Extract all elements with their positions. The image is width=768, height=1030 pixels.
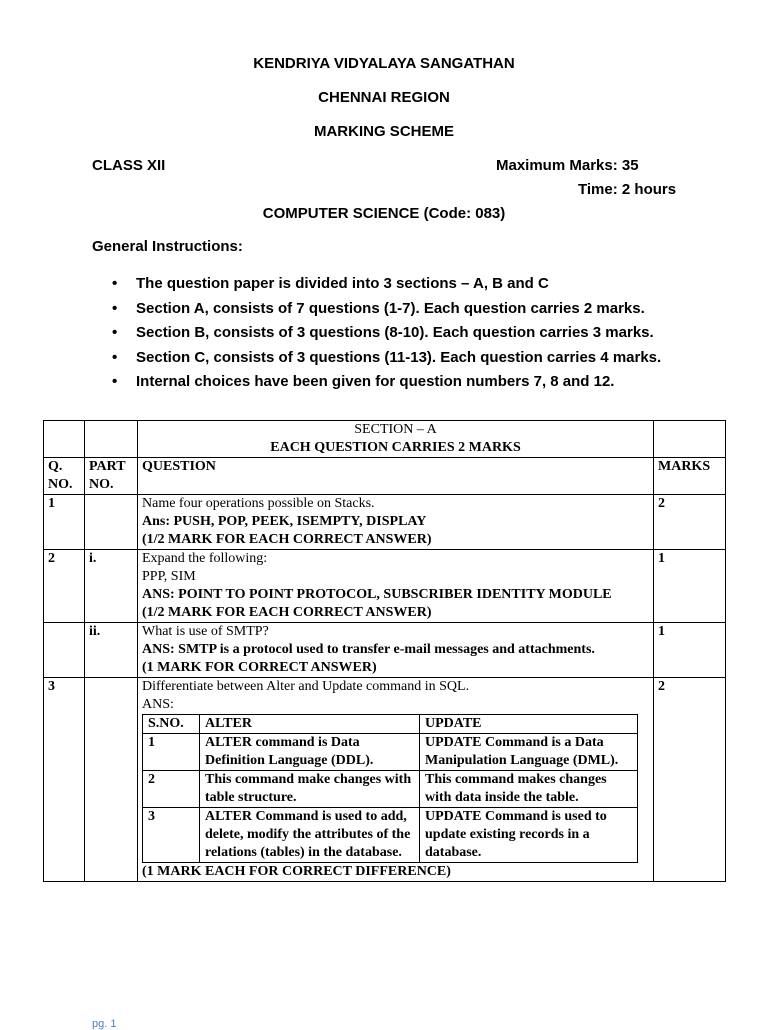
page-number: pg. 1: [92, 1018, 117, 1030]
update-cell: This command makes changes with data inside the table.: [420, 771, 638, 808]
column-header-row: [44, 458, 726, 495]
question-text: Expand the following:: [142, 551, 268, 566]
table-row: [44, 550, 726, 623]
answer-label: ANS:: [142, 697, 174, 712]
instruction-item: • Section C, consists of 3 questions (11-13). Each question carries 4 marks.: [112, 346, 752, 371]
instruction-item: • Internal choices have been given for question numbers 7, 8 and 12.: [112, 370, 752, 395]
instructions-heading: General Instructions:: [92, 238, 243, 255]
difference-table: [142, 714, 638, 863]
question-number: 1: [44, 495, 85, 550]
alter-cell: ALTER Command is used to add, delete, modify the attributes of the relations (tables) in the database.: [200, 808, 420, 863]
bullet-icon: •: [112, 373, 118, 390]
update-cell: UPDATE Command is a Data Manipulation Language (DML).: [420, 734, 638, 771]
question-header: QUESTION: [138, 458, 654, 495]
difference-row: [143, 808, 638, 863]
question-text: Differentiate between Alter and Update command in SQL.: [142, 679, 470, 694]
answer-text: ANS: SMTP is a protocol used to transfer e-mail messages and attachments.: [142, 642, 595, 657]
alter-cell: This command make changes with table structure.: [200, 771, 420, 808]
section-header-row: [44, 421, 726, 458]
question-number: [44, 623, 85, 678]
bullet-icon: •: [112, 299, 118, 317]
marks-value: 1: [654, 623, 726, 678]
scheme-text: (1/2 MARK FOR EACH CORRECT ANSWER): [142, 532, 432, 547]
organization-name: KENDRIYA VIDYALAYA SANGATHAN: [253, 55, 515, 72]
maximum-marks: Maximum Marks: 35: [496, 157, 639, 174]
scheme-text: (1/2 MARK FOR EACH CORRECT ANSWER): [142, 605, 432, 620]
question-cell: [138, 495, 654, 550]
class-label: CLASS XII: [92, 157, 166, 174]
marks-header: MARKS: [654, 458, 726, 495]
scheme-text: (1 MARK FOR CORRECT ANSWER): [142, 660, 377, 675]
question-text: PPP, SIM: [142, 569, 196, 584]
instruction-item: • The question paper is divided into 3 sections – A, B and C: [112, 272, 752, 297]
sno-cell: 2: [143, 771, 200, 808]
question-cell: [138, 678, 654, 882]
marks-value: 1: [654, 550, 726, 623]
instruction-item: • Section B, consists of 3 questions (8-10). Each question carries 3 marks.: [112, 321, 752, 346]
answer-text: ANS: POINT TO POINT PROTOCOL, SUBSCRIBER IDENTITY MODULE: [142, 587, 612, 602]
instruction-item: • Section A, consists of 7 questions (1-7). Each question carries 2 marks.: [112, 297, 752, 322]
section-header: [138, 421, 654, 458]
alter-cell: ALTER command is Data Definition Language (DDL).: [200, 734, 420, 771]
part-number: [85, 678, 138, 882]
table-row: [44, 495, 726, 550]
marks-value: 2: [654, 495, 726, 550]
instructions-list: [112, 272, 752, 395]
bullet-icon: •: [112, 348, 118, 366]
answer-text: Ans: PUSH, POP, PEEK, ISEMPTY, DISPLAY: [142, 514, 427, 529]
question-text: What is use of SMTP?: [142, 624, 269, 639]
document-type: MARKING SCHEME: [313, 123, 454, 140]
question-cell: [138, 623, 654, 678]
sno-cell: 3: [143, 808, 200, 863]
question-number: 3: [44, 678, 85, 882]
question-text: Name four operations possible on Stacks.: [142, 496, 375, 511]
question-cell: [138, 550, 654, 623]
marks-value: 2: [654, 678, 726, 882]
table-row: [44, 623, 726, 678]
qno-header: Q. NO.: [44, 458, 85, 495]
bullet-icon: •: [112, 275, 118, 292]
difference-row: [143, 734, 638, 771]
section-subtitle: EACH QUESTION CARRIES 2 MARKS: [270, 440, 521, 455]
region-name: CHENNAI REGION: [318, 89, 450, 106]
part-header: PART NO.: [85, 458, 138, 495]
sno-cell: 1: [143, 734, 200, 771]
alter-header: ALTER: [200, 715, 420, 734]
subject-title: COMPUTER SCIENCE (Code: 083): [262, 205, 506, 222]
question-number: 2: [44, 550, 85, 623]
difference-header-row: [143, 715, 638, 734]
section-title: SECTION – A: [354, 422, 437, 437]
bullet-icon: •: [112, 324, 118, 341]
marking-scheme-table: [43, 420, 726, 882]
sno-header: S.NO.: [143, 715, 200, 734]
scheme-text: (1 MARK EACH FOR CORRECT DIFFERENCE): [142, 864, 451, 879]
table-row: [44, 678, 726, 882]
part-number: ii.: [85, 623, 138, 678]
part-number: [85, 495, 138, 550]
update-header: UPDATE: [420, 715, 638, 734]
time-allowed: Time: 2 hours: [578, 181, 677, 198]
difference-row: [143, 771, 638, 808]
update-cell: UPDATE Command is used to update existing records in a database.: [420, 808, 638, 863]
part-number: i.: [85, 550, 138, 623]
